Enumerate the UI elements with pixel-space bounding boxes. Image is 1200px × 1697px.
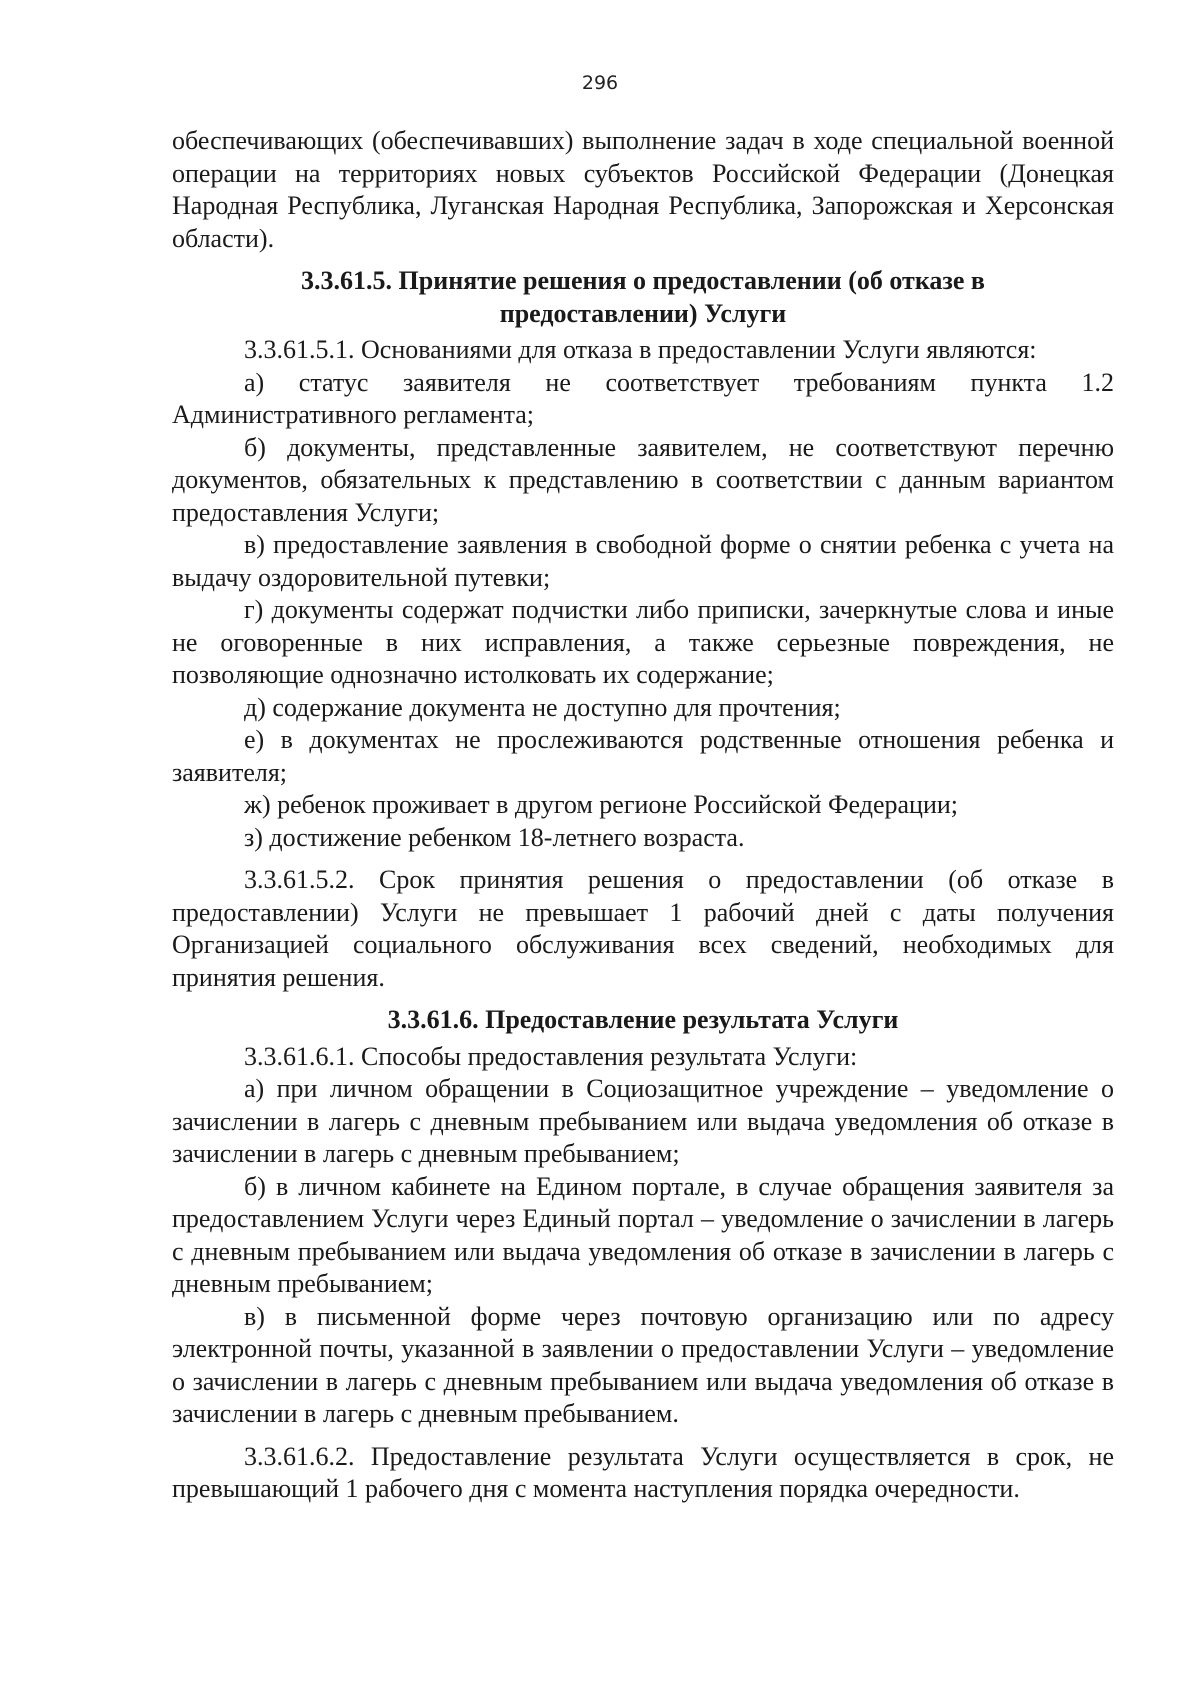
- paragraph-3-3-61-6-2: 3.3.61.6.2. Предоставление результата Услуги осуществляется в срок, не превышающий 1 рабочего дня с момента наступления порядка очередности.: [172, 1441, 1114, 1503]
- list-item-zh: ж) ребенок проживает в другом регионе Российской Федерации;: [244, 790, 959, 819]
- section-heading-3-3-61-5: 3.3.61.5. Принятие решения о предоставлении (об отказе в предоставлении) Услуги: [301, 266, 985, 328]
- result-method-a: а) при личном обращении в Социозащитное учреждение – уведомление о зачислении в лагерь с дневным пребыванием или выдача уведомления об отказе в зачислении в лагерь с дневным пребыванием;: [172, 1074, 1114, 1168]
- result-method-b: б) в личном кабинете на Едином портале, в случае обращения заявителя за предоставлением Услуги через Единый портал – уведомление о зачислении в лагерь с дневным пребыванием или выдача уведомления об отказе в зачислении в лагерь с дневным пребыванием;: [172, 1171, 1114, 1298]
- page-number: 296: [581, 72, 619, 94]
- list-item-a: а) статус заявителя не соответствует требованиям пункта 1.2 Административного регламента;: [172, 367, 1114, 429]
- paragraph-3-3-61-5-1: 3.3.61.5.1. Основаниями для отказа в предоставлении Услуги являются:: [244, 335, 1037, 364]
- list-item-g: г) документы содержат подчистки либо приписки, зачеркнутые слова и иные не оговоренные в них исправления, а также серьезные повреждения, не позволяющие однозначно истолковать их содержание;: [172, 595, 1114, 689]
- list-item-v: в) предоставление заявления в свободной форме о снятии ребенка с учета на выдачу оздоровительной путевки;: [172, 530, 1114, 592]
- section-heading-3-3-61-6: 3.3.61.6. Предоставление результата Услуги: [387, 1005, 899, 1034]
- list-item-z: з) достижение ребенком 18-летнего возраста.: [244, 822, 745, 852]
- result-method-v: в) в письменной форме через почтовую организацию или по адресу электронной почты, указанной в заявлении о предоставлении Услуги – уведомление о зачислении в лагерь с дневным пребыванием или выдача уведомления об отказе в зачислении в лагерь с дневным пребыванием.: [172, 1301, 1114, 1428]
- list-item-e: е) в документах не прослеживаются родственные отношения ребенка и заявителя;: [172, 725, 1114, 787]
- paragraph-continuation: обеспечивающих (обеспечивавших) выполнение задач в ходе специальной военной операции на территориях новых субъектов Российской Федерации (Донецкая Народная Республика, Луганская Народная Республика, Запорожская и Херсонская области).: [172, 126, 1114, 253]
- list-item-d: д) содержание документа не доступно для прочтения;: [244, 692, 841, 722]
- paragraph-3-3-61-5-2: 3.3.61.5.2. Срок принятия решения о предоставлении (об отказе в предоставлении) Услуги не превышает 1 рабочий дней с даты получения Организацией социального обслуживания всех сведений, необходимых для принятия решения.: [172, 865, 1114, 992]
- document-body: [172, 125, 1114, 1506]
- paragraph-3-3-61-6-1: 3.3.61.6.1. Способы предоставления результата Услуги:: [244, 1041, 858, 1071]
- list-item-b: б) документы, представленные заявителем, не соответствуют перечню документов, обязательных к представлению в соответствии с данным вариантом предоставления Услуги;: [172, 432, 1114, 527]
